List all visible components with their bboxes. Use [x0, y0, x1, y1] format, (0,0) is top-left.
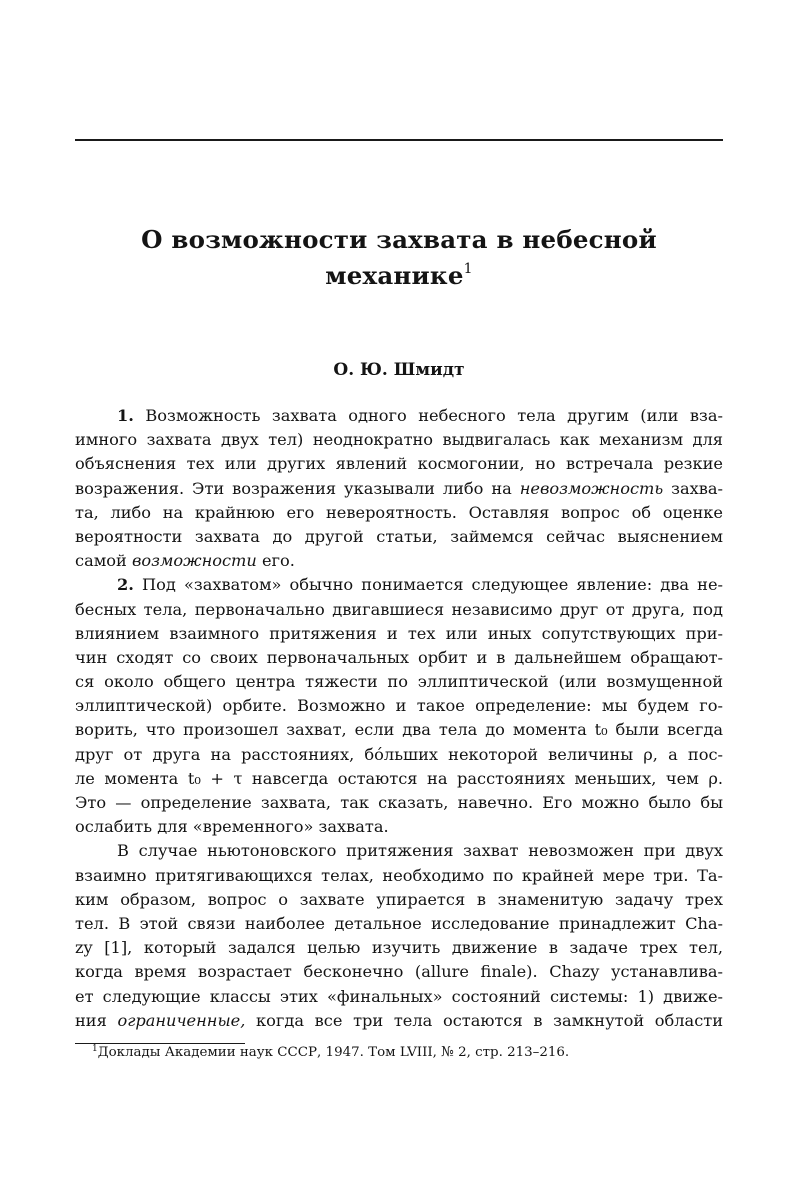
footnote-marker: 1 [92, 1044, 98, 1054]
p1-number: 1. [117, 406, 134, 425]
p3-line-8: ния ограниченные, когда все три тела остаются в замкнутой области [75, 1010, 724, 1030]
top-rule [75, 139, 723, 141]
p3-line-6: когда время возрастает бесконечно (allure finale). Chazy устанавлива- [75, 962, 723, 982]
p3-line-2: взаимно притягивающихся телах, необходимо по крайней мере три. Та- [75, 865, 723, 885]
title-line-2 [75, 258, 723, 294]
title-line-2-text: механике [325, 261, 464, 290]
p2-line-7: ворить, что произошел захват, если два тела до момента t₀ были всегда [75, 720, 723, 740]
author-name: О. Ю. Шмидт [333, 360, 465, 380]
p1-line-3: объяснения тех или других явлений космогонии, но встречала резкие [75, 454, 723, 474]
p2-line-9: ле момента t₀ + τ навсегда остаются на расстояниях меньших, чем ρ. [75, 768, 723, 788]
emph-bounded: ограниченные, [117, 1010, 246, 1030]
p2-line-6: эллиптической) орбите. Возможно и такое определение: мы будем го- [75, 696, 723, 716]
footnote [92, 1043, 722, 1063]
p1-line-1: 1. Возможность захвата одного небесного тела другим (или вза- [117, 406, 723, 425]
p3-line-3: ким образом, вопрос о захвате упирается в знаменитую задачу трех [75, 889, 723, 909]
p3-line-5: zy [1], который задался целью изучить движение в задаче трех тел, [75, 938, 723, 958]
article-body [75, 404, 723, 1033]
p2-number: 2. [117, 575, 134, 595]
p1-line-7: самой возможности его. [75, 551, 295, 571]
p1-line-6: вероятности захвата до другой статьи, займемся сейчас выяснением [75, 526, 723, 546]
p2-line-11: ослабить для «временного» захвата. [75, 817, 389, 837]
p2-line-2: бесных тела, первоначально двигавшиеся независимо друг от друга, под [75, 599, 723, 619]
title-line-1: О возможности захвата в небесной [141, 225, 657, 254]
p2-line-4: чин сходят со своих первоначальных орбит и в дальнейшем обращают- [75, 647, 723, 667]
p2-line-5: ся около общего центра тяжести по эллиптической (или возмущенной [75, 672, 723, 692]
p2-line-8: друг от друга на расстояниях, бóльших некоторой величины ρ, а пос- [75, 744, 723, 764]
footnote-text: Доклады Академии наук СССР, 1947. Том LVIII, № 2, стр. 213–216. [97, 1045, 570, 1060]
article-title [75, 222, 723, 294]
p2-line-1: 2. Под «захватом» обычно понимается следующее явление: два не- [117, 575, 723, 595]
p2-line-3: влиянием взаимного притяжения и тех или иных сопутствующих при- [75, 623, 723, 643]
p3-line-4: тел. В этой связи наиболее детальное исследование принадлежит Cha- [75, 913, 723, 933]
emph-impossibility: невозможность [519, 478, 664, 498]
p1-line-2: имного захвата двух тел) неоднократно выдвигалась как механизм для [75, 430, 723, 450]
p2-line-10: Это — определение захвата, так сказать, навечно. Его можно было бы [75, 793, 723, 812]
p1-line-4: возражения. Эти возражения указывали либо на невозможность захва- [75, 478, 723, 498]
p3-line-1: В случае ньютоновского притяжения захват невозможен при двух [117, 841, 723, 861]
title-footnote-marker: 1 [463, 261, 473, 277]
p3-line-7: ет следующие классы этих «финальных» состояний системы: 1) движе- [75, 986, 723, 1006]
p1-line-5: та, либо на крайнюю его невероятность. Оставляя вопрос об оценке [75, 502, 723, 522]
emph-possibility: возможности [132, 551, 257, 571]
